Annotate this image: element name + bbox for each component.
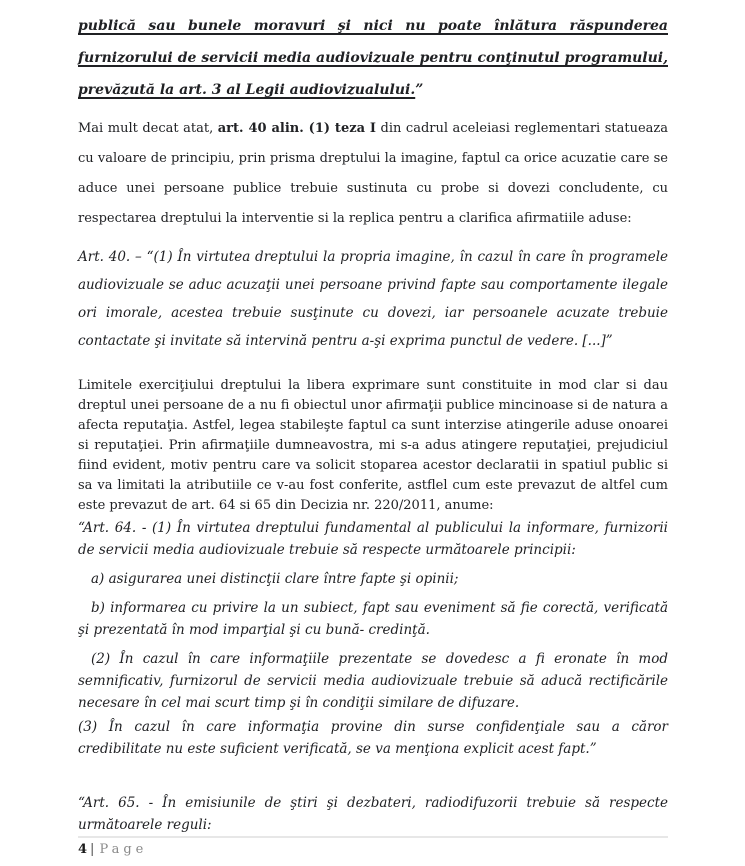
underlined-passage-text: publică sau bunele moravuri şi nici nu poate înlătura răspunderea furnizorului de servicii media audiovizuale pentru conţinutul programului, prevăzută la art. 3 al Legii audiovizualului. (78, 18, 668, 98)
paragraph-quote-art-65: “Art. 65. - În emisiunile de ştiri şi dezbateri, radiodifuzorii trebuie să respecte următoarele reguli: (78, 795, 668, 833)
paragraph-quote-art-64-1: “Art. 64. - (1) În virtutea dreptului fundamental al publicului la informare, furnizorii de servicii media audiovizuale trebuie să respecte următoarele principii: (78, 520, 668, 558)
paragraph-quote-art-64-point-b: b) informarea cu privire la un subiect, fapt sau eveniment să fie corectă, verificată şi prezentată în mod imparţial şi cu bună- credinţă. (78, 600, 668, 638)
intro-text-prefix: Mai mult decat atat, (78, 121, 218, 136)
intro-text-suffix: din cadrul aceleiasi reglementari statueaza cu valoare de principiu, prin prisma dreptului la imagine, faptul ca orice acuzatie care se aduce unei persoane publice trebuie sustinuta cu probe si dovezi concludente, cu respectarea dreptului la interventie si la replica pentru a clarifica afirmatiile aduse: (78, 121, 668, 226)
paragraph-limits-of-free-expression: Limitele exerciţiului dreptului la libera exprimare sunt constituite in mod clar si dau dreptul unei persoane de a nu fi obiectul unor afirmaţii publice mincinoase si de natura a afecta reputaţia. Astfel, legea stabileşte faptul ca sunt interzise atingerile aduse onoarei si reputaţiei. Prin afirmaţiile dumneavostra, mi s-a adus atingere reputaţiei, prejudiciul fiind evident, motiv pentru care va solicit stoparea acestor declaratii in spatiul public si sa va limitati la atributiile ce v-au fost conferite, astflel cum este prevazut de altfel cum este prevazut de art. 64 si 65 din Decizia nr. 220/2011, anume: (78, 378, 668, 513)
page-number: 4 (78, 842, 88, 857)
paragraph-quote-art-64-point-a: a) asigurarea unei distincţii clare între fapte şi opinii; (91, 571, 459, 587)
paragraph-quote-art-40: Art. 40. – “(1) În virtutea dreptului la propria imagine, în cazul în care în programele audiovizuale se aduc acuzaţii unei persoane privind fapte sau comportamente ilegale ori imorale, acestea trebuie susţinute cu dovezi, iar persoanele acuzate trebuie contactate şi invitate să intervină pentru a-şi exprima punctul de vedere. [...]” (78, 249, 668, 349)
paragraph-art-40-intro (78, 114, 668, 234)
page-word-label: Page (99, 842, 148, 857)
paragraph-quote-art-64-3: (3) În cazul în care informaţia provine din surse confidenţiale sau a căror credibilitate nu este suficient verificată, se va menţiona explicit acest fapt.” (78, 719, 668, 757)
bold-article-reference: art. 40 alin. (1) teza I (217, 121, 377, 136)
paragraph-quote-art-64-2: (2) În cazul în care informaţiile prezentate se dovedesc a fi eronate în mod semnificativ, furnizorul de servicii media audiovizuale trebuie să aducă rectificările necesare în cel mai scurt timp şi în condiţii similare de difuzare. (78, 651, 668, 711)
footer-divider-line (78, 836, 668, 838)
page-footer (78, 836, 668, 857)
paragraph-quoted-law-passage (78, 10, 668, 106)
footer-page-indicator (78, 842, 668, 857)
page-number-separator: | (90, 842, 95, 857)
closing-quote-mark: ” (415, 82, 424, 98)
